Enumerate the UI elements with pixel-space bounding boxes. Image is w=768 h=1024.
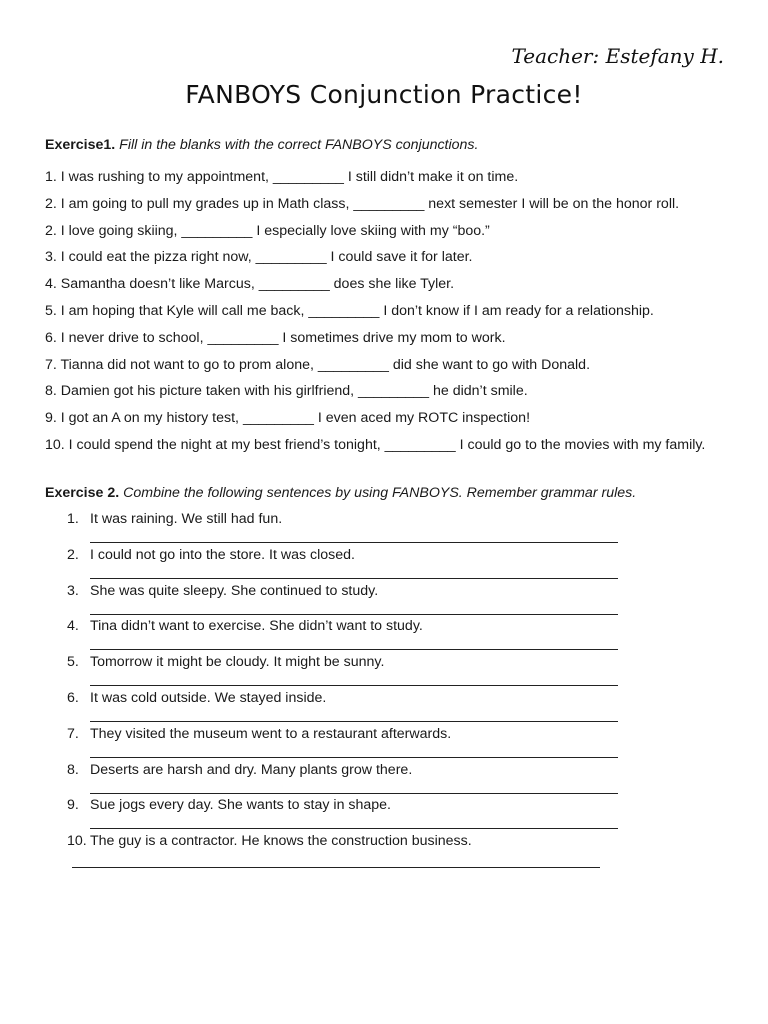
item-sentence: It was cold outside. We stayed inside. [90,689,327,706]
item-number: 6. [67,689,79,706]
exercise1-item: 8. Damien got his picture taken with his girlfriend, _________ he didn’t smile. [45,383,528,400]
exercise1-list [45,164,725,458]
exercise2-item [67,726,627,762]
exercise1-item: 7. Tianna did not want to go to prom alone, _________ did she want to go with Donald. [45,356,591,373]
item-number: 5. [67,654,79,671]
exercise2-item [67,511,627,547]
item-sentence: She was quite sleepy. She continued to study. [90,582,379,599]
teacher-name: Teacher: Estefany H. [511,44,724,68]
answer-line [90,757,618,758]
exercise1-item: 5. I am hoping that Kyle will call me back, _________ I don’t know if I am ready for a relationship. [45,302,654,319]
answer-line [90,721,618,722]
exercise1-item: 4. Samantha doesn’t like Marcus, _________ does she like Tyler. [45,276,455,293]
exercise1-instruction: Fill in the blanks with the correct FANBOYS conjunctions. [119,137,479,153]
item-number: 7. [67,725,79,742]
item-number: 9. [67,797,79,814]
item-sentence: Deserts are harsh and dry. Many plants grow there. [90,761,413,778]
exercise2-heading [45,485,636,501]
answer-line [72,867,600,868]
exercise2-item [67,690,627,726]
answer-line [90,614,618,615]
answer-line [90,578,618,579]
exercise2-item [67,583,627,619]
answer-line [90,649,618,650]
exercise1-item: 2. I love going skiing, _________ I especially love skiing with my “boo.” [45,222,490,239]
answer-line [90,542,618,543]
exercise1-item: 1. I was rushing to my appointment, _________ I still didn’t make it on time. [45,169,519,185]
exercise1-heading [45,137,478,153]
item-sentence: Tina didn’t want to exercise. She didn’t want to study. [90,618,423,635]
exercise2-label: Exercise 2. [45,485,120,501]
exercise2-item [67,654,627,690]
item-number: 8. [67,761,79,778]
item-number: 4. [67,618,79,635]
exercise1-item: 10. I could spend the night at my best friend’s tonight, _________ I could go to the movies with my family. [45,436,706,453]
exercise1-item: 6. I never drive to school, _________ I sometimes drive my mom to work. [45,329,506,346]
exercise2-item [67,833,627,869]
exercise2-item [67,762,627,798]
item-number: 3. [67,582,79,599]
exercise2-list [67,511,627,869]
exercise2-item [67,618,627,654]
answer-line [90,793,618,794]
item-sentence: They visited the museum went to a restaurant afterwards. [90,725,452,742]
item-number: 10. [67,833,87,850]
item-number: 2. [67,546,79,563]
exercise2-item [67,547,627,583]
exercise1-label: Exercise1. [45,137,116,153]
answer-line [90,685,618,686]
exercise2-instruction: Combine the following sentences by using FANBOYS. Remember grammar rules. [123,485,637,501]
item-sentence: It was raining. We still had fun. [90,511,283,527]
answer-line [90,828,618,829]
item-sentence: Tomorrow it might be cloudy. It might be sunny. [90,654,385,671]
item-sentence: The guy is a contractor. He knows the construction business. [90,833,472,850]
item-sentence: Sue jogs every day. She wants to stay in shape. [90,797,391,814]
exercise2-item [67,797,627,833]
exercise1-item: 2. I am going to pull my grades up in Math class, _________ next semester I will be on the honor roll. [45,195,680,212]
page-title: FANBOYS Conjunction Practice! [185,80,583,109]
exercise1-item: 3. I could eat the pizza right now, _________ I could save it for later. [45,249,473,266]
item-sentence: I could not go into the store. It was closed. [90,546,355,563]
exercise1-item: 9. I got an A on my history test, _________ I even aced my ROTC inspection! [45,410,531,427]
item-number: 1. [67,511,79,527]
